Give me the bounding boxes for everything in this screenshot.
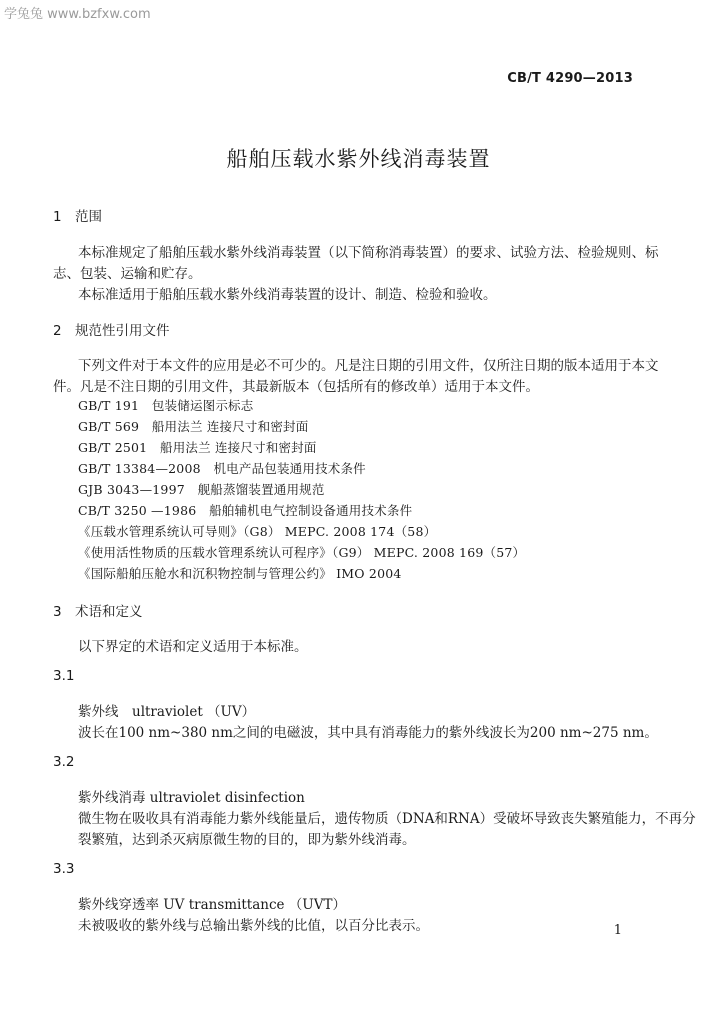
section-1-heading [53,205,102,225]
reference-item: GJB 3043—1997 舰船蒸馏装置通用规范 [78,482,325,497]
section-2-paragraph-line-2: 件。凡是不注日期的引用文件，其最新版本（包括所有的修改单）适用于本文件。 [53,379,539,395]
section-2-heading [53,319,170,339]
reference-item: CB/T 3250 —1986 船舶辅机电气控制设备通用技术条件 [78,503,413,518]
section-number: 2 [53,323,62,339]
term-name: 紫外线消毒 ultraviolet disinfection [78,790,305,806]
term-definition: 未被吸收的紫外线与总输出紫外线的比值，以百分比表示。 [78,918,429,934]
reference-item: 《国际船舶压舱水和沉积物控制与管理公约》 IMO 2004 [78,566,402,581]
section-number: 1 [53,209,62,225]
reference-item: 《压载水管理系统认可导则》（G8） MEPC. 2008 174（58） [78,524,437,539]
term-number: 3.2 [53,754,75,770]
section-1-paragraph-1-line-1: 本标准规定了船舶压载水紫外线消毒装置（以下简称消毒装置）的要求、试验方法、检验规则、标 [78,245,659,261]
term-definition-continued: 裂繁殖，达到杀灭病原微生物的目的，即为紫外线消毒。 [78,832,416,848]
section-3-heading [53,600,143,620]
section-1-paragraph-2: 本标准适用于船舶压载水紫外线消毒装置的设计、制造、检验和验收。 [78,287,497,303]
standard-code: CB/T 4290—2013 [507,71,633,86]
section-title: 术语和定义 [75,604,143,620]
section-2-paragraph-line-1: 下列文件对于本文件的应用是必不可少的。凡是注日期的引用文件，仅所注日期的版本适用于本文 [78,358,659,374]
term-definition: 波长在100 nm~380 nm之间的电磁波，其中具有消毒能力的紫外线波长为200 nm~275 nm。 [78,725,658,741]
term-number: 3.1 [53,668,75,684]
page-number: 1 [613,923,622,938]
reference-item: GB/T 13384—2008 机电产品包装通用技术条件 [78,461,366,476]
section-3-intro: 以下界定的术语和定义适用于本标准。 [78,639,308,655]
reference-item: GB/T 191 包装储运图示标志 [78,398,254,413]
section-title: 规范性引用文件 [75,323,170,339]
term-definition: 微生物在吸收具有消毒能力紫外线能量后，遗传物质（DNA和RNA）受破坏导致丧失繁殖能力，不再分 [78,811,696,827]
section-number: 3 [53,604,62,620]
watermark-text: 学兔兔 www.bzfxw.com [4,7,151,22]
term-name: 紫外线 ultraviolet （UV） [78,704,256,720]
reference-item: GB/T 2501 船用法兰 连接尺寸和密封面 [78,440,317,455]
section-1-paragraph-1-line-2: 志、包装、运输和贮存。 [53,266,202,282]
term-name: 紫外线穿透率 UV transmittance （UVT） [78,897,346,913]
document-title: 船舶压载水紫外线消毒装置 [226,147,491,171]
reference-item: GB/T 569 船用法兰 连接尺寸和密封面 [78,419,309,434]
term-number: 3.3 [53,861,75,877]
reference-item: 《使用活性物质的压载水管理系统认可程序》（G9） MEPC. 2008 169（57） [78,545,526,560]
section-title: 范围 [75,209,102,225]
